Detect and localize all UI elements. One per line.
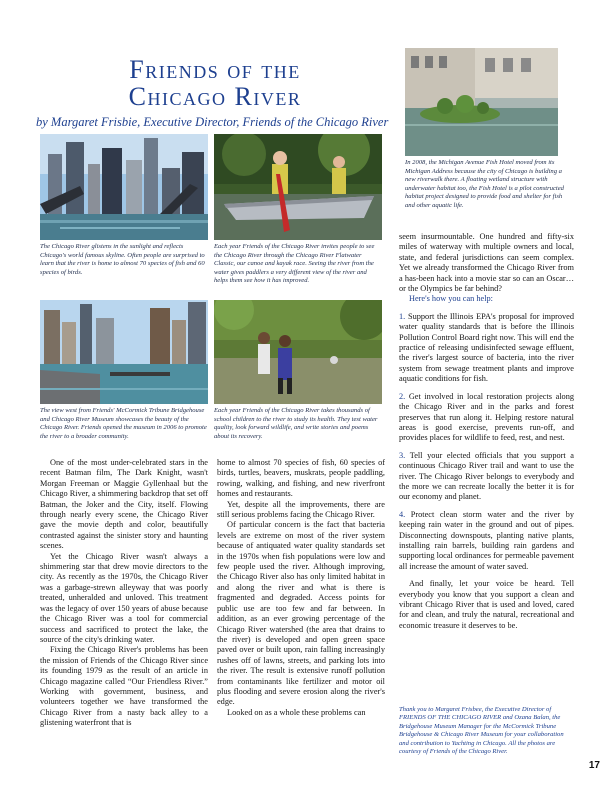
help-item-1-text: Support the Illinois EPA's proposal for improved water quality standards that is before the Illinois Pollution Control Board right now. This will end the practice of releasing undisinfected sewage effluent, the river's largest source of bacteria, into the river system from sewage treatment plants and improve aquatic conditions for fish. [399, 311, 574, 384]
photo-canoe [214, 134, 382, 240]
col3-paragraph-1: seem insurmountable. One hundred and fifty-six miles of waterway with multiple owners and local, state, and federal jurisdictions can seem complex. Yet we already transformed the Chicago River from a has-been hack into a movie star so can an Oscar…or the Olympics be far behind? [399, 232, 574, 294]
photo-skyline [40, 134, 208, 240]
photo-bridgehouse-view [40, 300, 208, 404]
thank-you-note: Thank you to Margaret Frisbee, the Executive Director of FRIENDS OF THE CHICAGO RIVER and Ozana Balan, the Bridgehouse Museum Manager for the McCormick Tribune Bridgehouse & Chicago River Museum for your collaboration and contribution to Yachting in Chicago. All the photos are courtesy of Friends of the Chicago River. [399, 706, 564, 756]
help-item-2 [399, 392, 574, 444]
column-1 [40, 458, 208, 729]
article-title [80, 56, 350, 110]
help-item-3-text: Tell your elected officials that you support a continuous Chicago River trail and want to use the river. The Chicago River belongs to everybody and the more we can recreate locally the better it is for our economy and planet. [399, 450, 574, 502]
title-line-1: Friends of the [129, 55, 301, 84]
col3-help-heading: Here's how you can help: [409, 294, 493, 304]
help-item-3 [399, 451, 574, 503]
help-item-1-number: 1. [399, 311, 406, 321]
photo-fish-hotel [405, 48, 558, 156]
caption-students: Each year Friends of the Chicago River takes thousands of school children to the river to study its health. They test water quality, look forward wildlife, and write stories and poems about its recovery. [214, 407, 378, 440]
photo-students [214, 300, 382, 404]
col1-paragraph-3: Fixing the Chicago River's problems has been the mission of Friends of the Chicago River since its founding 1979 as the result of an article in Chicago magazine called “Our Friendless River.” Working with government, business, and volunteers together we have transformed the Chicago River from a nasty back alley to a glistening waterfront that is [40, 645, 208, 728]
col1-paragraph-1: One of the most under-celebrated stars in the recent Batman film, The Dark Knight, wasn't Morgan Freeman or Maggie Gyllenhaal but the Chicago River, a shimmering backdrop that set off Batman, the Joker and the City, itself. Flowing through nearly every scene, the Chicago River gave the movie depth and color, beautifully contrasted against the sinister story and haunting scenes. [40, 458, 208, 551]
help-item-4 [399, 510, 574, 572]
col1-paragraph-2: Yet the Chicago River wasn't always a shimmering star that drew movie directors to the city. As recently as the 1970s, the Chicago River was a garbage-strewn alleyway that was poorly treated, unheralded and unloved. This treatment was the legacy of over 150 years of abuse because the Chicago River was a tool for commercial success and sacrificed to protect the lake, the source of the city's drinking water. [40, 551, 208, 644]
col2-paragraph-1: home to almost 70 species of fish, 60 species of birds, turtles, beavers, muskrats, people paddling, rowing, walking, and fishing, and new riverfront homes and restaurants. [217, 458, 385, 499]
column-2 [217, 458, 385, 718]
caption-fish-hotel: In 2008, the Michigan Avenue Fish Hotel moved from its Michigan Address because the city of Chicago is building a new riverwalk there. A floating wetland structure with underwater habitat too, the Fish Hotel is a pilot constructed habitat project designed to provide food and shelter for fish and other aquatic life. [405, 159, 564, 209]
caption-bridgehouse-view: The view west from Friends' McCormick Tribune Bridgehouse and Chicago River Museum showcases the beauty of the Chicago River. Friends opened the museum in 2006 to promote the river to a broader community. [40, 407, 207, 440]
help-item-1 [399, 312, 574, 385]
col2-paragraph-2: Yet, despite all the improvements, there are still serious problems facing the Chicago River. [217, 499, 385, 520]
caption-canoe: Each year Friends of the Chicago River invites people to see the Chicago River through the Chicago River Flatwater Classic, our canoe and kayak race. Seeing the river from the water gives paddlers a very different view of the river and helps them see how it has improved. [214, 243, 375, 285]
column-3 [399, 232, 574, 631]
byline: by Margaret Frisbie, Executive Director, Friends of the Chicago River [36, 115, 389, 129]
help-item-4-text: Protect clean storm water and the river by keeping rain water in the ground and out of pipes. Disconnecting downspouts, planting native plants, installing rain barrels, building rain gardens and supporting local ordinances for permeable pavement all increase the amount of water saved. [399, 509, 574, 571]
help-item-2-text: Get involved in local restoration projects along the Chicago River and in the parks and forest preserves that run along it. Helping restore natural areas is good exercise, prevents run-off, and provides places for wildlife to feed, rest, and nest. [399, 391, 575, 443]
page-number: 17 [588, 760, 600, 771]
col2-paragraph-3: Of particular concern is the fact that bacteria levels are extreme on most of the river system because of antiquated water quality standards set in the 1970s when fish populations were low and few people used the river. Although improving, the Chicago River also has only limited habitat in and along the river and what is there is fragmented and degraded. Access points for public use are too few and far between. In addition, as an ever growing percentage of the Chicago River watershed (the area that drains to the river) is developed and open green space paved over or built upon, rain falling increasingly rushes off of lawns, streets, and parking lots into the river. The result is extensive runoff pollution from contaminants like fertilizer and motor oil plus flooding and severe erosion along the river's edge. [217, 520, 385, 707]
col3-closing-paragraph: And finally, let your voice be heard. Tell everybody you know that you support a clean and vibrant Chicago River that is used and loved, cared for and clean, and truly the natural, recreational and economic treasure it deserves to be. [399, 579, 574, 630]
col2-paragraph-4: Looked on as a whole these problems can [227, 707, 366, 717]
caption-skyline: The Chicago River glistens in the sunlight and reflects Chicago's world famous skyline. Often people are surprised to learn that the river is home to almost 70 species of fish and 60 species of birds. [40, 243, 205, 276]
title-line-2: Chicago River [128, 82, 302, 111]
help-item-2-number: 2. [399, 391, 406, 401]
help-item-4-number: 4. [399, 509, 406, 519]
help-item-3-number: 3. [399, 450, 406, 460]
